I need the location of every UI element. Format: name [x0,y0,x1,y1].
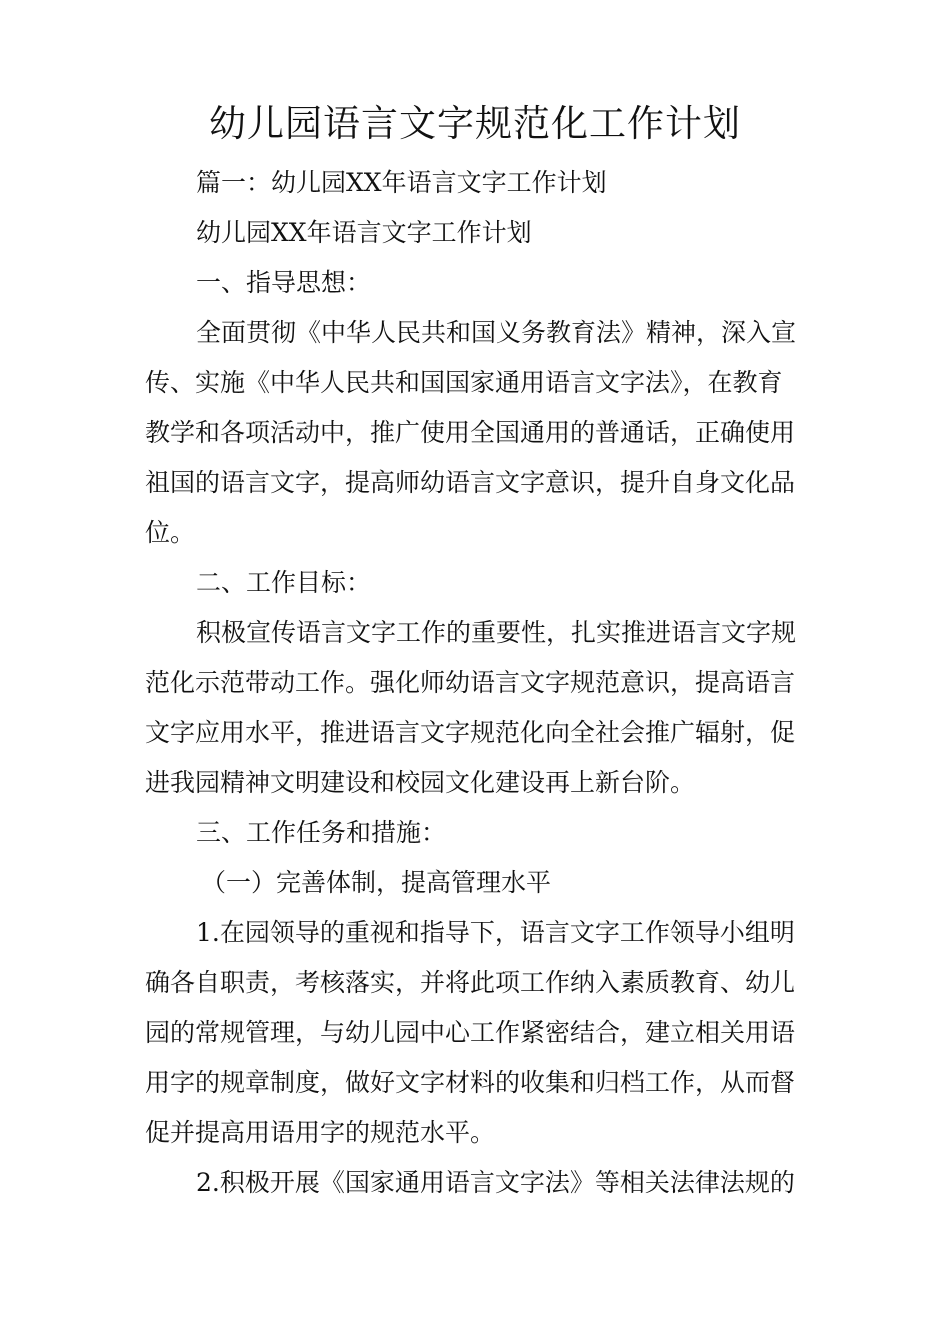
paragraph-line: 文字应用水平，推进语言文字规范化向全社会推广辐射，促 [145,718,796,747]
paragraph-line: 范化示范带动工作。强化师幼语言文字规范意识，提高语言 [145,668,796,697]
paragraph-line: 全面贯彻《中华人民共和国义务教育法》精神，深入宣 [196,318,797,347]
heading-guiding-ideology: 一、指导思想： [196,268,372,297]
paragraph-line: 传、实施《中华人民共和国国家通用语言文字法》，在教育 [145,368,783,397]
paragraph-line: 园的常规管理，与幼儿园中心工作紧密结合，建立相关用语 [145,1018,796,1047]
subheading-improve-system: （一）完善体制，提高管理水平 [201,868,552,897]
heading-work-goals: 二、工作目标： [196,568,372,597]
section-heading: 篇一：幼儿园XX年语言文字工作计划 [196,168,607,197]
paragraph-line: 1.在园领导的重视和指导下，语言文字工作领导小组明 [196,918,795,947]
paragraph-line: 促并提高用语用字的规范水平。 [145,1118,496,1147]
paragraph-line: 教学和各项活动中，推广使用全国通用的普通话，正确使用 [145,418,796,447]
document-title: 幼儿园语言文字规范化工作计划 [209,102,741,145]
paragraph-line: 用字的规章制度，做好文字材料的收集和归档工作，从而督 [145,1068,796,1097]
paragraph-line: 祖国的语言文字，提高师幼语言文字意识，提升自身文化品 [145,468,796,497]
paragraph-line: 进我园精神文明建设和校园文化建设再上新台阶。 [145,768,696,797]
subtitle: 幼儿园XX年语言文字工作计划 [196,218,532,247]
heading-tasks-measures: 三、工作任务和措施： [196,818,447,847]
document-body [145,158,825,1208]
paragraph-line: 2.积极开展《国家通用语言文字法》等相关法律法规的 [196,1168,795,1197]
paragraph-line: 位。 [145,518,196,547]
paragraph-line: 积极宣传语言文字工作的重要性，扎实推进语言文字规 [196,618,797,647]
paragraph-line: 确各自职责，考核落实，并将此项工作纳入素质教育、幼儿 [145,968,796,997]
